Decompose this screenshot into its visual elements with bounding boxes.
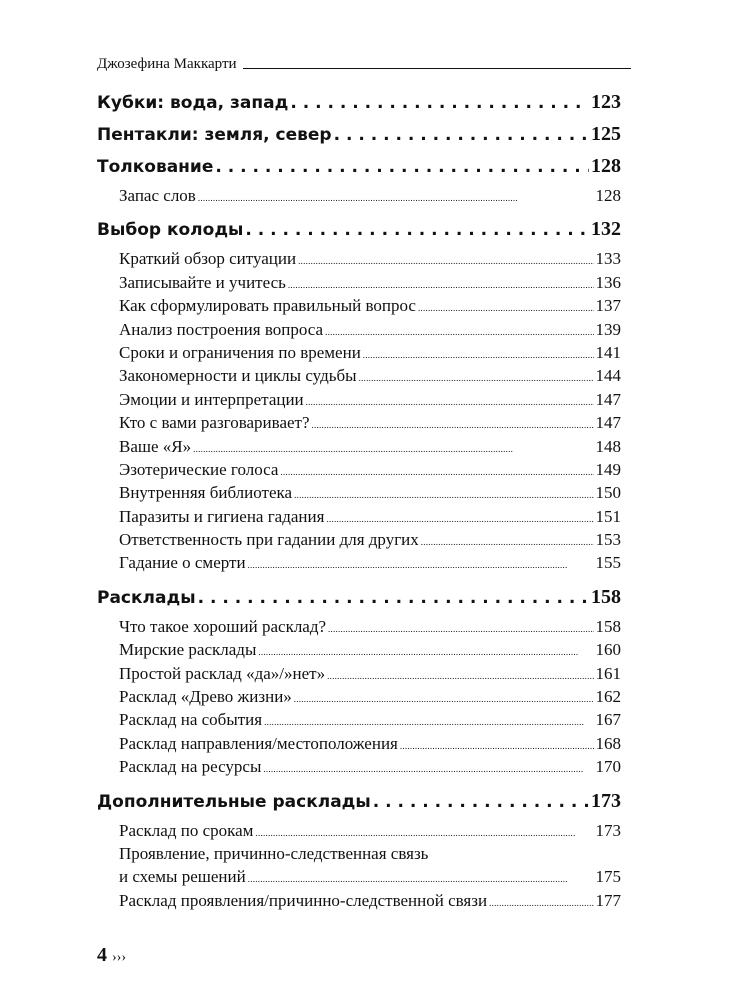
subsection-title: Расклад на события — [119, 710, 263, 730]
subsection-title: Простой расклад «да»/»нет» — [119, 663, 326, 683]
toc-subsection — [97, 388, 621, 411]
toc-subsection — [97, 551, 621, 574]
subsection-title: Краткий обзор ситуации — [119, 249, 297, 269]
dot-leader — [290, 87, 589, 119]
subsection-title: Эзотерические голоса — [119, 459, 279, 479]
page-ref: 161 — [595, 663, 621, 683]
subsection-title: Гадание о смерти — [119, 553, 246, 573]
toc-chapter-deck-choice — [97, 213, 621, 245]
subsection-title: и схемы решений — [119, 867, 246, 887]
page-number: 4 — [97, 944, 107, 966]
toc-subsection — [97, 685, 621, 708]
page-ref: 173 — [591, 789, 621, 812]
dot-leader — [245, 214, 589, 246]
dot-leader — [198, 582, 589, 614]
page-ref: 158 — [591, 585, 621, 608]
dot-leader — [328, 618, 593, 641]
toc-subsection-list — [97, 615, 621, 779]
page-ref: 170 — [595, 757, 621, 777]
page-ref: 147 — [595, 413, 621, 433]
chapter-title: Кубки: вода, запад — [97, 93, 289, 113]
subsection-title: Внутренняя библиотека — [119, 483, 293, 503]
chapter-title: Дополнительные расклады — [97, 791, 371, 812]
page-ref: 137 — [595, 296, 621, 316]
page-ref: 123 — [591, 91, 621, 113]
page-ref: 153 — [595, 530, 621, 550]
subsection-title: Расклад «Древо жизни» — [119, 687, 292, 707]
toc-subsection — [97, 364, 621, 387]
dot-leader — [248, 554, 594, 577]
dot-leader — [294, 688, 594, 711]
subsection-title: Что такое хороший расклад? — [119, 616, 327, 636]
toc-subsection — [97, 889, 621, 912]
subsection-title: Расклад проявления/причинно-следственной связи — [119, 890, 488, 910]
toc-subsection — [97, 505, 621, 528]
toc-subsection — [97, 271, 621, 294]
toc-subsection-list — [97, 184, 621, 207]
subsection-title: Сроки и ограничения по времени — [119, 342, 361, 362]
dot-leader — [418, 297, 594, 320]
subsection-title: Ответственность при гадании для других — [119, 530, 419, 550]
dot-leader — [325, 321, 593, 344]
subsection-title: Мирские расклады — [119, 640, 257, 660]
dot-leader — [215, 151, 589, 183]
toc-subsection — [97, 318, 621, 341]
dot-leader — [489, 892, 593, 915]
toc-chapter-spreads — [97, 581, 621, 613]
dot-leader — [400, 735, 594, 758]
page-footer — [97, 944, 126, 967]
toc-subsection — [97, 435, 621, 458]
table-of-contents — [97, 86, 621, 918]
dot-leader — [373, 786, 589, 818]
toc-chapter-interpretation — [97, 150, 621, 182]
dot-leader — [421, 531, 594, 554]
chapter-title: Расклады — [97, 587, 196, 608]
toc-subsection — [97, 615, 621, 638]
page-ref: 148 — [595, 436, 621, 456]
dot-leader — [298, 250, 593, 273]
page-ref: 167 — [595, 710, 621, 730]
running-header — [97, 50, 631, 72]
page-ref: 144 — [595, 366, 621, 386]
toc-subsection — [97, 247, 621, 270]
chapter-title: Толкование — [97, 157, 214, 177]
toc-subsection-list — [97, 247, 621, 574]
subsection-title: Эмоции и интерпретации — [119, 389, 304, 409]
toc-subsection — [97, 458, 621, 481]
subsection-title: Ваше «Я» — [119, 436, 192, 456]
toc-subsection — [97, 411, 621, 434]
page-ref: 128 — [595, 186, 621, 205]
dot-leader — [363, 344, 594, 367]
toc-subsection-list — [97, 819, 621, 913]
toc-subsection — [97, 528, 621, 551]
toc-subsection — [97, 294, 621, 317]
toc-subsection — [97, 865, 621, 888]
page-ref: 162 — [595, 687, 621, 707]
subsection-title: Как сформулировать правильный вопрос — [119, 296, 416, 316]
dot-leader — [198, 187, 594, 210]
dot-leader — [263, 758, 593, 781]
header-rule — [243, 68, 631, 69]
subsection-title: Закономерности и циклы судьбы — [119, 366, 357, 386]
page-ref: 149 — [595, 459, 621, 479]
page-ref: 173 — [595, 820, 621, 840]
chapter-title: Пентакли: земля, север — [97, 125, 332, 145]
page-ref: 150 — [595, 483, 621, 503]
dot-leader — [280, 461, 593, 484]
page-ref: 136 — [595, 272, 621, 292]
page-ref: 125 — [591, 123, 621, 145]
subsection-title: Паразиты и гигиена гадания — [119, 506, 325, 526]
subsection-title: Кто с вами разговаривает? — [119, 413, 310, 433]
page-ref: 147 — [595, 389, 621, 409]
toc-subsection — [97, 708, 621, 731]
subsection-title: Расклад на ресурсы — [119, 757, 262, 777]
page-ref: 151 — [595, 506, 621, 526]
toc-chapter-pentacles — [97, 118, 621, 150]
toc-subsection — [97, 341, 621, 364]
chapter-title: Выбор колоды — [97, 220, 244, 241]
page-ref: 133 — [595, 249, 621, 269]
page-ref: 141 — [595, 342, 621, 362]
dot-leader — [306, 391, 594, 414]
toc-chapter-cups — [97, 86, 621, 118]
dot-leader — [334, 119, 589, 151]
page-ref: 139 — [595, 319, 621, 339]
toc-chapter-extra-spreads — [97, 785, 621, 817]
dot-leader — [294, 484, 593, 507]
subsection-title: Анализ построения вопроса — [119, 319, 324, 339]
subsection-title: Расклад по срокам — [119, 820, 254, 840]
dot-leader — [327, 665, 593, 688]
toc-subsection-line1 — [97, 842, 621, 865]
chevrons-icon: ››› — [112, 950, 126, 965]
author-name: Джозефина Маккарти — [97, 56, 237, 72]
toc-subsection — [97, 638, 621, 661]
toc-subsection — [97, 819, 621, 842]
page-ref: 155 — [595, 553, 621, 573]
page-ref: 132 — [591, 218, 621, 241]
toc-subsection — [97, 481, 621, 504]
toc-subsection — [97, 662, 621, 685]
subsection-title: Расклад направления/местоположения — [119, 733, 398, 753]
subsection-title: Запас слов — [119, 186, 196, 205]
subsection-title: Записывайте и учитесь — [119, 272, 286, 292]
page-ref: 160 — [595, 640, 621, 660]
page-ref: 168 — [595, 733, 621, 753]
toc-subsection — [97, 184, 621, 207]
toc-subsection — [97, 755, 621, 778]
page-ref: 175 — [595, 867, 621, 887]
page-ref: 128 — [591, 155, 621, 177]
page-ref: 177 — [595, 890, 621, 910]
page-ref: 158 — [595, 616, 621, 636]
subsection-title: Проявление, причинно-следственная связь — [119, 843, 429, 863]
dot-leader — [312, 414, 594, 437]
dot-leader — [359, 367, 594, 390]
toc-subsection — [97, 732, 621, 755]
